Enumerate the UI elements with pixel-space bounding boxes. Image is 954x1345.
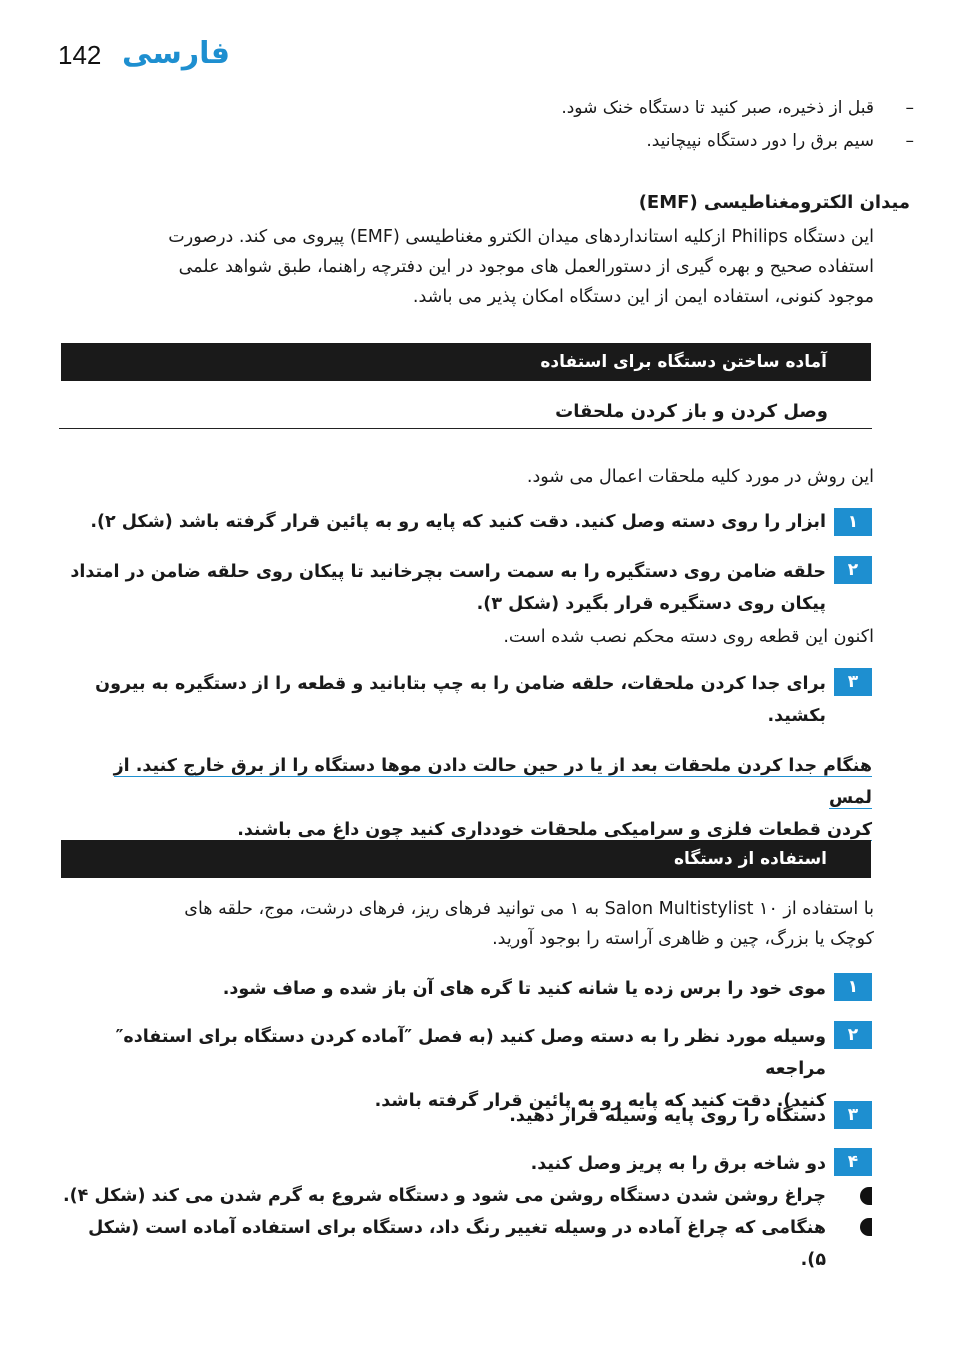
step-number: ۱ bbox=[834, 508, 872, 536]
bullet-text: هنگامی که چراغ آماده در وسیله تغییر رنگ داد، دستگاه برای استفاده آماده است (شکل ۵). bbox=[88, 1218, 826, 1270]
list-item bbox=[561, 98, 914, 118]
step-line: موی خود را برس زده یا شانه کنید تا گره های آن باز شده و صاف شود. bbox=[222, 979, 826, 999]
dash-marker: – bbox=[905, 98, 914, 118]
list-item bbox=[646, 131, 914, 151]
step-line: دو شاخه برق را به پریز وصل کنید. bbox=[530, 1154, 826, 1174]
step-number: ۴ bbox=[834, 1148, 872, 1176]
step-text bbox=[62, 556, 826, 620]
paragraph-line: کوچک یا بزرگ، چین و ظاهری آراسته را بوجود آورید. bbox=[492, 929, 874, 949]
step-line: دستگاه را روی پایه وسیله قرار دهید. bbox=[509, 1106, 826, 1126]
paragraph-line: این دستگاه Philips ازکلیه استانداردهای میدان الکترو مغناطیسی (EMF) پیروی می کند. درصورت bbox=[168, 227, 874, 247]
step-text bbox=[62, 973, 826, 1005]
step-number: ۳ bbox=[834, 1101, 872, 1129]
step-number: ۱ bbox=[834, 973, 872, 1001]
list-item-text: قبل از ذخیره، صبر کنید تا دستگاه خنک شود. bbox=[561, 98, 874, 118]
bullet-icon bbox=[860, 1187, 872, 1205]
step-line: کنید). دقت کنید که پایه رو به پائین قرار گرفته باشد. bbox=[374, 1091, 826, 1111]
bullet-text: چراغ روشن شدن دستگاه روشن می شود و دستگاه شروع به گرم شدن می کند (شکل ۴). bbox=[63, 1186, 826, 1206]
warning-line: کردن قطعات فلزی و سرامیکی ملحقات خودداری کنید چون داغ می باشند. bbox=[237, 820, 872, 840]
paragraph-line: با استفاده از Salon Multistylist ۱۰ به ۱ می توانید فرهای ریز، فرهای درشت، موج، حلقه های bbox=[184, 899, 874, 919]
step-line: پیکان روی دستگیره قرار بگیرد (شکل ۳). bbox=[476, 594, 826, 614]
bullet-icon bbox=[860, 1218, 872, 1236]
step-line: بکشید. bbox=[767, 706, 826, 726]
warning-line: هنگام جدا کردن ملحقات بعد از یا در حین حالت دادن موها دستگاه را از برق خارج کنید. از لمس bbox=[113, 756, 872, 808]
step-note: اکنون این قطعه روی دسته محکم نصب شده است. bbox=[503, 627, 874, 647]
emf-heading: میدان الکترومغناطیسی (EMF) bbox=[638, 192, 910, 213]
section-bar-using: استفاده از دستگاه bbox=[61, 840, 871, 878]
step-line: برای جدا کردن ملحقات، حلقه ضامن را به چپ بتابانید و قطعه را از دستگیره به بیرون bbox=[95, 674, 826, 694]
language-title: فارسی bbox=[122, 36, 231, 71]
subheading-attach: وصل کردن و باز کردن ملحقات bbox=[59, 401, 872, 429]
warning-note bbox=[78, 750, 872, 846]
step-number: ۲ bbox=[834, 556, 872, 584]
section2-intro bbox=[62, 894, 874, 954]
step-text bbox=[62, 668, 826, 732]
step-line: وسیله مورد نظر را به دسته وصل کنید (به فصل ″آماده کردن دستگاه برای استفاده″ مراجعه bbox=[115, 1027, 826, 1079]
list-item-text: سیم برق را دور دستگاه نپیچانید. bbox=[646, 131, 874, 151]
section1-intro: این روش در مورد کلیه ملحقات اعمال می شود. bbox=[526, 467, 874, 487]
step-line: حلقه ضامن روی دستگیره را به سمت راست بچرخانید تا پیکان روی حلقه ضامن در امتداد bbox=[70, 562, 826, 582]
paragraph-line: موجود کنونی، استفاده ایمن از این دستگاه امکان پذیر می باشد. bbox=[412, 287, 874, 307]
paragraph-line: استفاده صحیح و بهره گیری از دستورالعمل های موجود در این دفترچه راهنما، طبق شواهد علمی bbox=[178, 257, 874, 277]
step-line: ابزار را روی دسته وصل کنید. دقت کنید که پایه رو به پائین قرار گرفته باشد (شکل ۲). bbox=[90, 512, 826, 532]
emf-paragraph bbox=[62, 222, 874, 312]
dash-marker: – bbox=[905, 131, 914, 151]
step-text bbox=[62, 1148, 826, 1180]
page-number: 142 bbox=[58, 40, 102, 70]
step-text bbox=[62, 506, 826, 538]
section-bar-preparing: آماده ساختن دستگاه برای استفاده bbox=[61, 343, 871, 381]
step-text bbox=[62, 1100, 826, 1132]
step-number: ۳ bbox=[834, 668, 872, 696]
step-number: ۲ bbox=[834, 1021, 872, 1049]
